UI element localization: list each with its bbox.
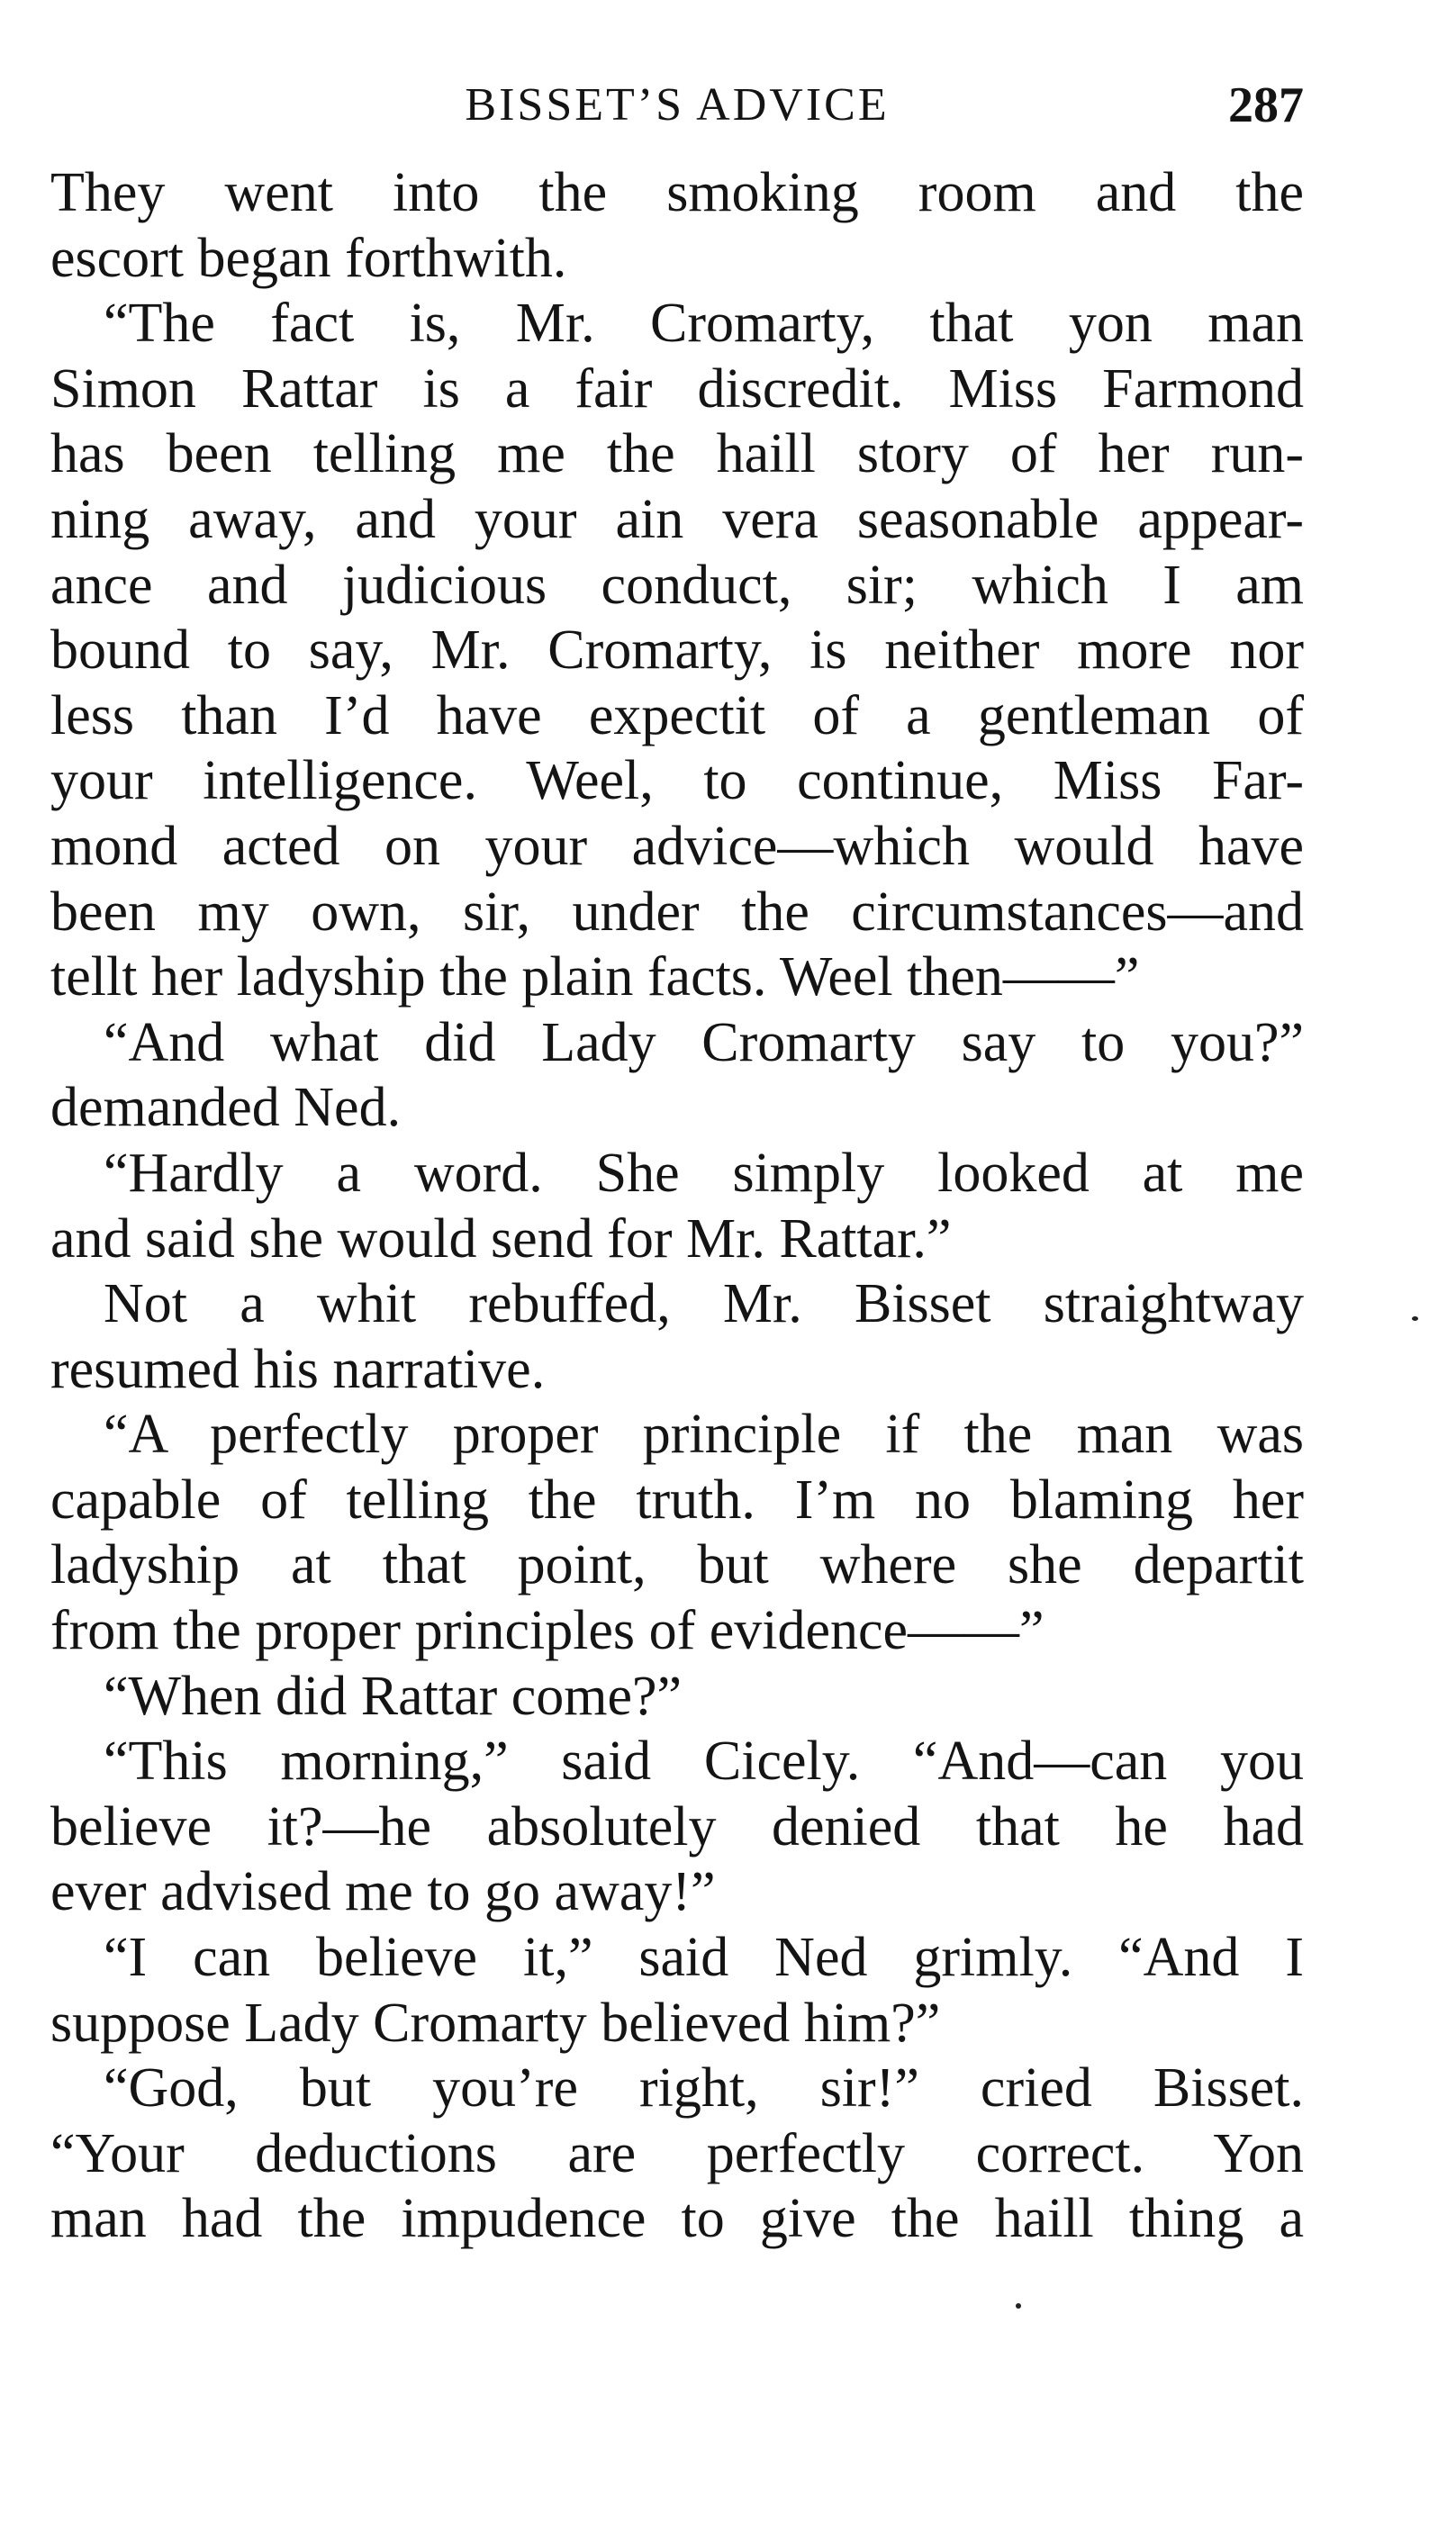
text-line: ladyship at that point, but where she departit [50,1534,1304,1596]
text-line: your intelligence. Weel, to continue, Miss Far- [50,750,1304,812]
text-line: escort began forthwith. [50,227,567,289]
text-line: “God, but you’re right, sir!” cried Bisset. [104,2057,1304,2120]
text-line: has been telling me the haill story of her run- [50,423,1304,485]
text-line: and said she would send for Mr. Rattar.” [50,1207,952,1270]
text-line: “I can believe it,” said Ned grimly. “And I [104,1927,1304,1989]
text-line: suppose Lady Cromarty believed him?” [50,1992,941,2054]
text-line: “This morning,” said Cicely. “And—can you [104,1731,1304,1793]
text-line: capable of telling the truth. I’m no blaming her [50,1469,1304,1531]
text-line: demanded Ned. [50,1077,402,1139]
text-line: Simon Rattar is a fair discredit. Miss Farmond [50,357,1304,420]
text-line: ning away, and your ain vera seasonable appear- [50,488,1304,550]
text-line: “A perfectly proper principle if the man was [104,1404,1304,1466]
text-line: mond acted on your advice—which would have [50,815,1304,877]
text-line: “When did Rattar come?” [104,1665,683,1727]
text-line: “Hardly a word. She simply looked at me [104,1142,1304,1204]
text-line: ever advised me to go away!” [50,1861,716,1923]
text-line: They went into the smoking room and the [50,162,1304,223]
text-line: Not a whit rebuffed, Mr. Bisset straightway [104,1273,1304,1335]
text-line: “The fact is, Mr. Cromarty, that yon man [104,293,1304,355]
body-text [50,160,1304,2252]
running-title: BISSET’S ADVICE [465,79,890,131]
running-head [50,74,1304,137]
text-line: less than I’d have expectit of a gentleman of [50,684,1304,746]
text-line: man had the impudence to give the haill thing a [50,2188,1304,2250]
text-line: bound to say, Mr. Cromarty, is neither more nor [50,619,1304,682]
text-line: from the proper principles of evidence——” [50,1600,1045,1662]
print-speck [1412,1316,1418,1321]
text-line: ance and judicious conduct, sir; which I am [50,554,1304,616]
text-line: resumed his narrative. [50,1338,546,1400]
text-line: tellt her ladyship the plain facts. Weel then——” [50,946,1140,1008]
text-line: “And what did Lady Cromarty say to you?” [104,1011,1304,1073]
print-speck [1016,2303,1021,2309]
text-line: “Your deductions are perfectly correct. Yon [50,2122,1304,2184]
page-number: 287 [1228,77,1304,133]
text-line: been my own, sir, under the circumstances—and [50,881,1304,943]
text-line: believe it?—he absolutely denied that he had [50,1795,1304,1858]
